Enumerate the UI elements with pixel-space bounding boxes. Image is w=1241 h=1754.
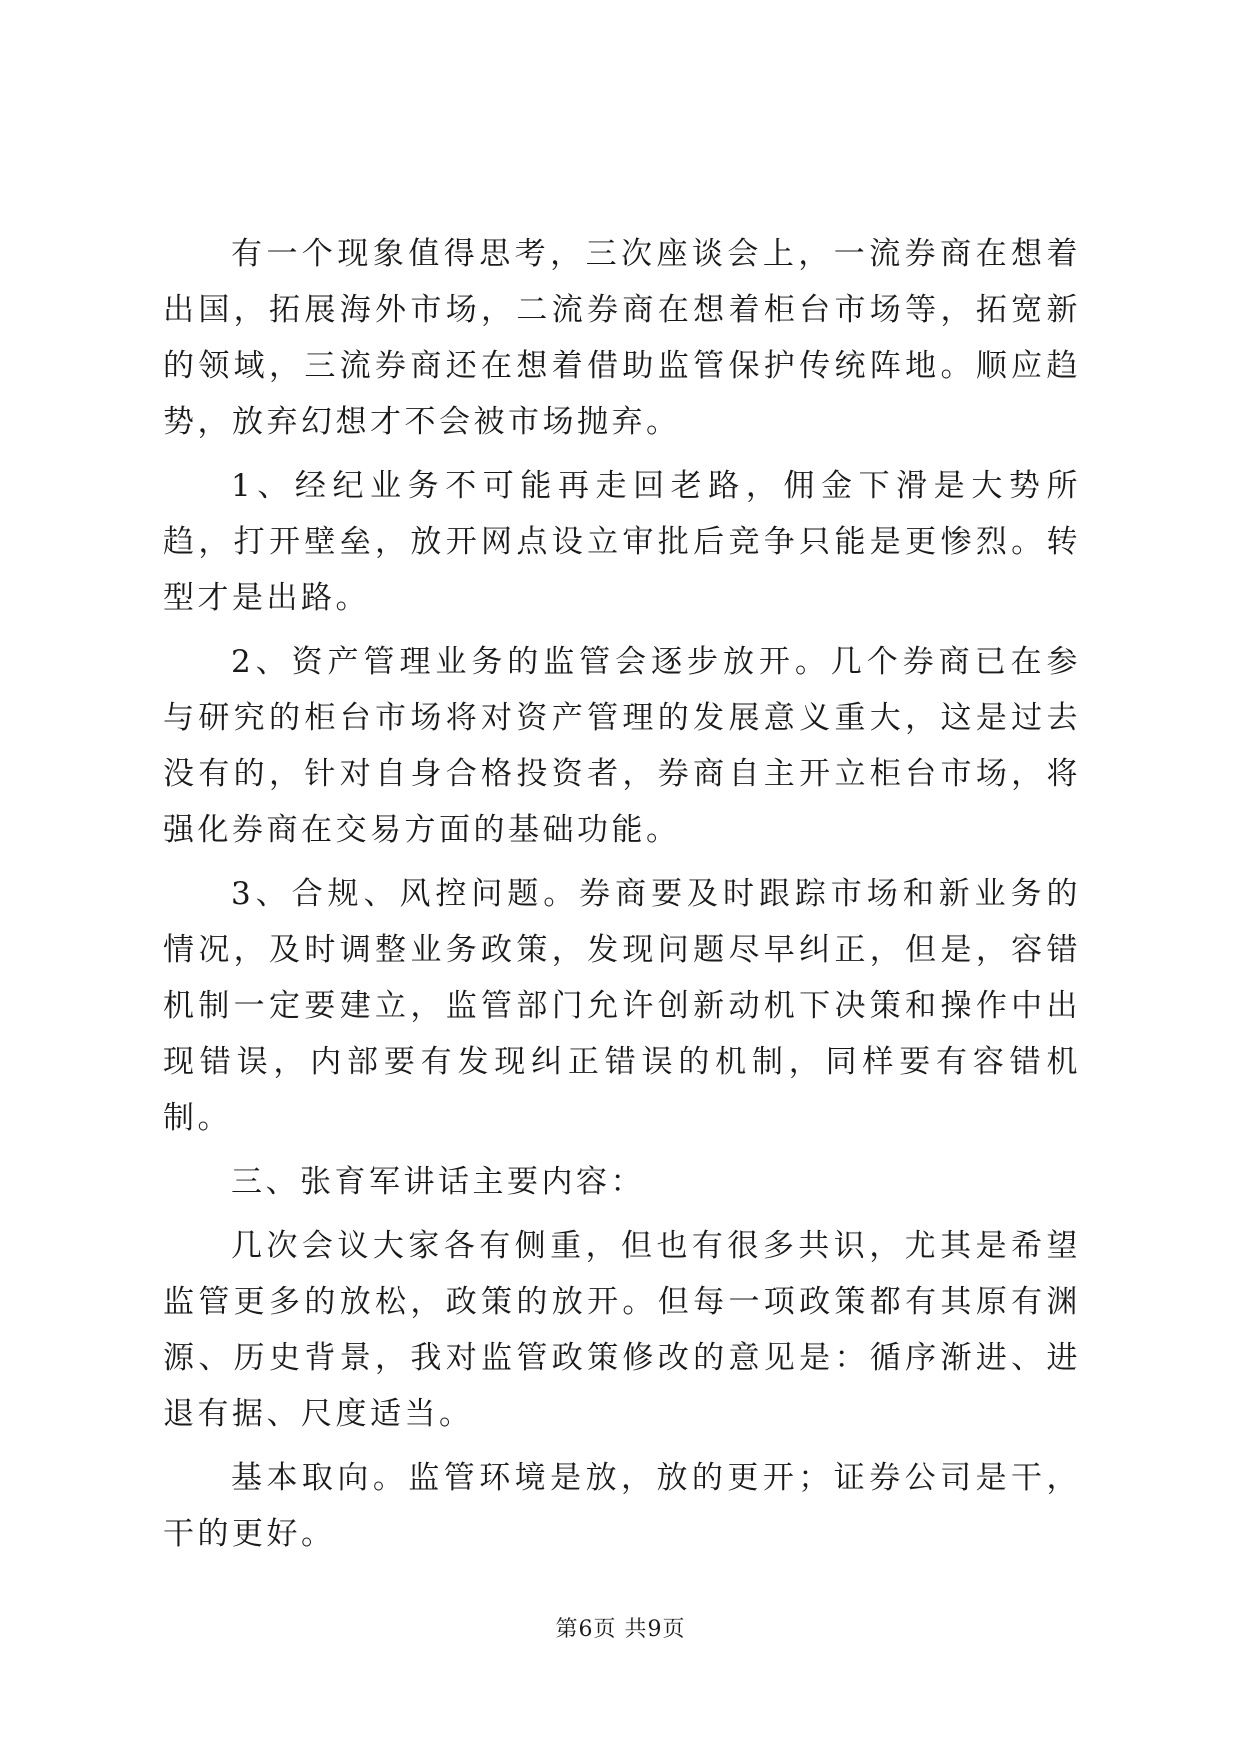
document-body	[163, 226, 1081, 1570]
paragraph-observation: 有一个现象值得思考，三次座谈会上，一流券商在想着出国，拓展海外市场，二流券商在想着柜台市场等，拓宽新的领域，三流券商还在想着借助监管保护传统阵地。顺应趋势，放弃幻想才不会被市场抛弃。	[163, 236, 1081, 440]
paragraph-consensus: 几次会议大家各有侧重，但也有很多共识，尤其是希望监管更多的放松，政策的放开。但每一项政策都有其原有渊源、历史背景，我对监管政策修改的意见是：循序渐进、进退有据、尺度适当。	[163, 1228, 1081, 1432]
paragraph-item-3-compliance: 3、合规、风控问题。券商要及时跟踪市场和新业务的情况，及时调整业务政策，发现问题尽早纠正，但是，容错机制一定要建立，监管部门允许创新动机下决策和操作中出现错误，内部要有发现纠正错误的机制，同样要有容错机制。	[163, 876, 1081, 1136]
paragraph-basic-orientation: 基本取向。监管环境是放，放的更开；证券公司是干，干的更好。	[163, 1460, 1081, 1552]
page-number-footer: 第6页 共9页	[555, 1617, 686, 1642]
paragraph-item-1-brokerage: 1、经纪业务不可能再走回老路，佣金下滑是大势所趋，打开壁垒，放开网点设立审批后竞争只能是更惨烈。转型才是出路。	[163, 468, 1081, 616]
section-heading-speech: 三、张育军讲话主要内容：	[231, 1164, 645, 1200]
paragraph-item-2-asset-management: 2、资产管理业务的监管会逐步放开。几个券商已在参与研究的柜台市场将对资产管理的发展意义重大，这是过去没有的，针对自身合格投资者，券商自主开立柜台市场，将强化券商在交易方面的基础功能。	[163, 644, 1081, 848]
